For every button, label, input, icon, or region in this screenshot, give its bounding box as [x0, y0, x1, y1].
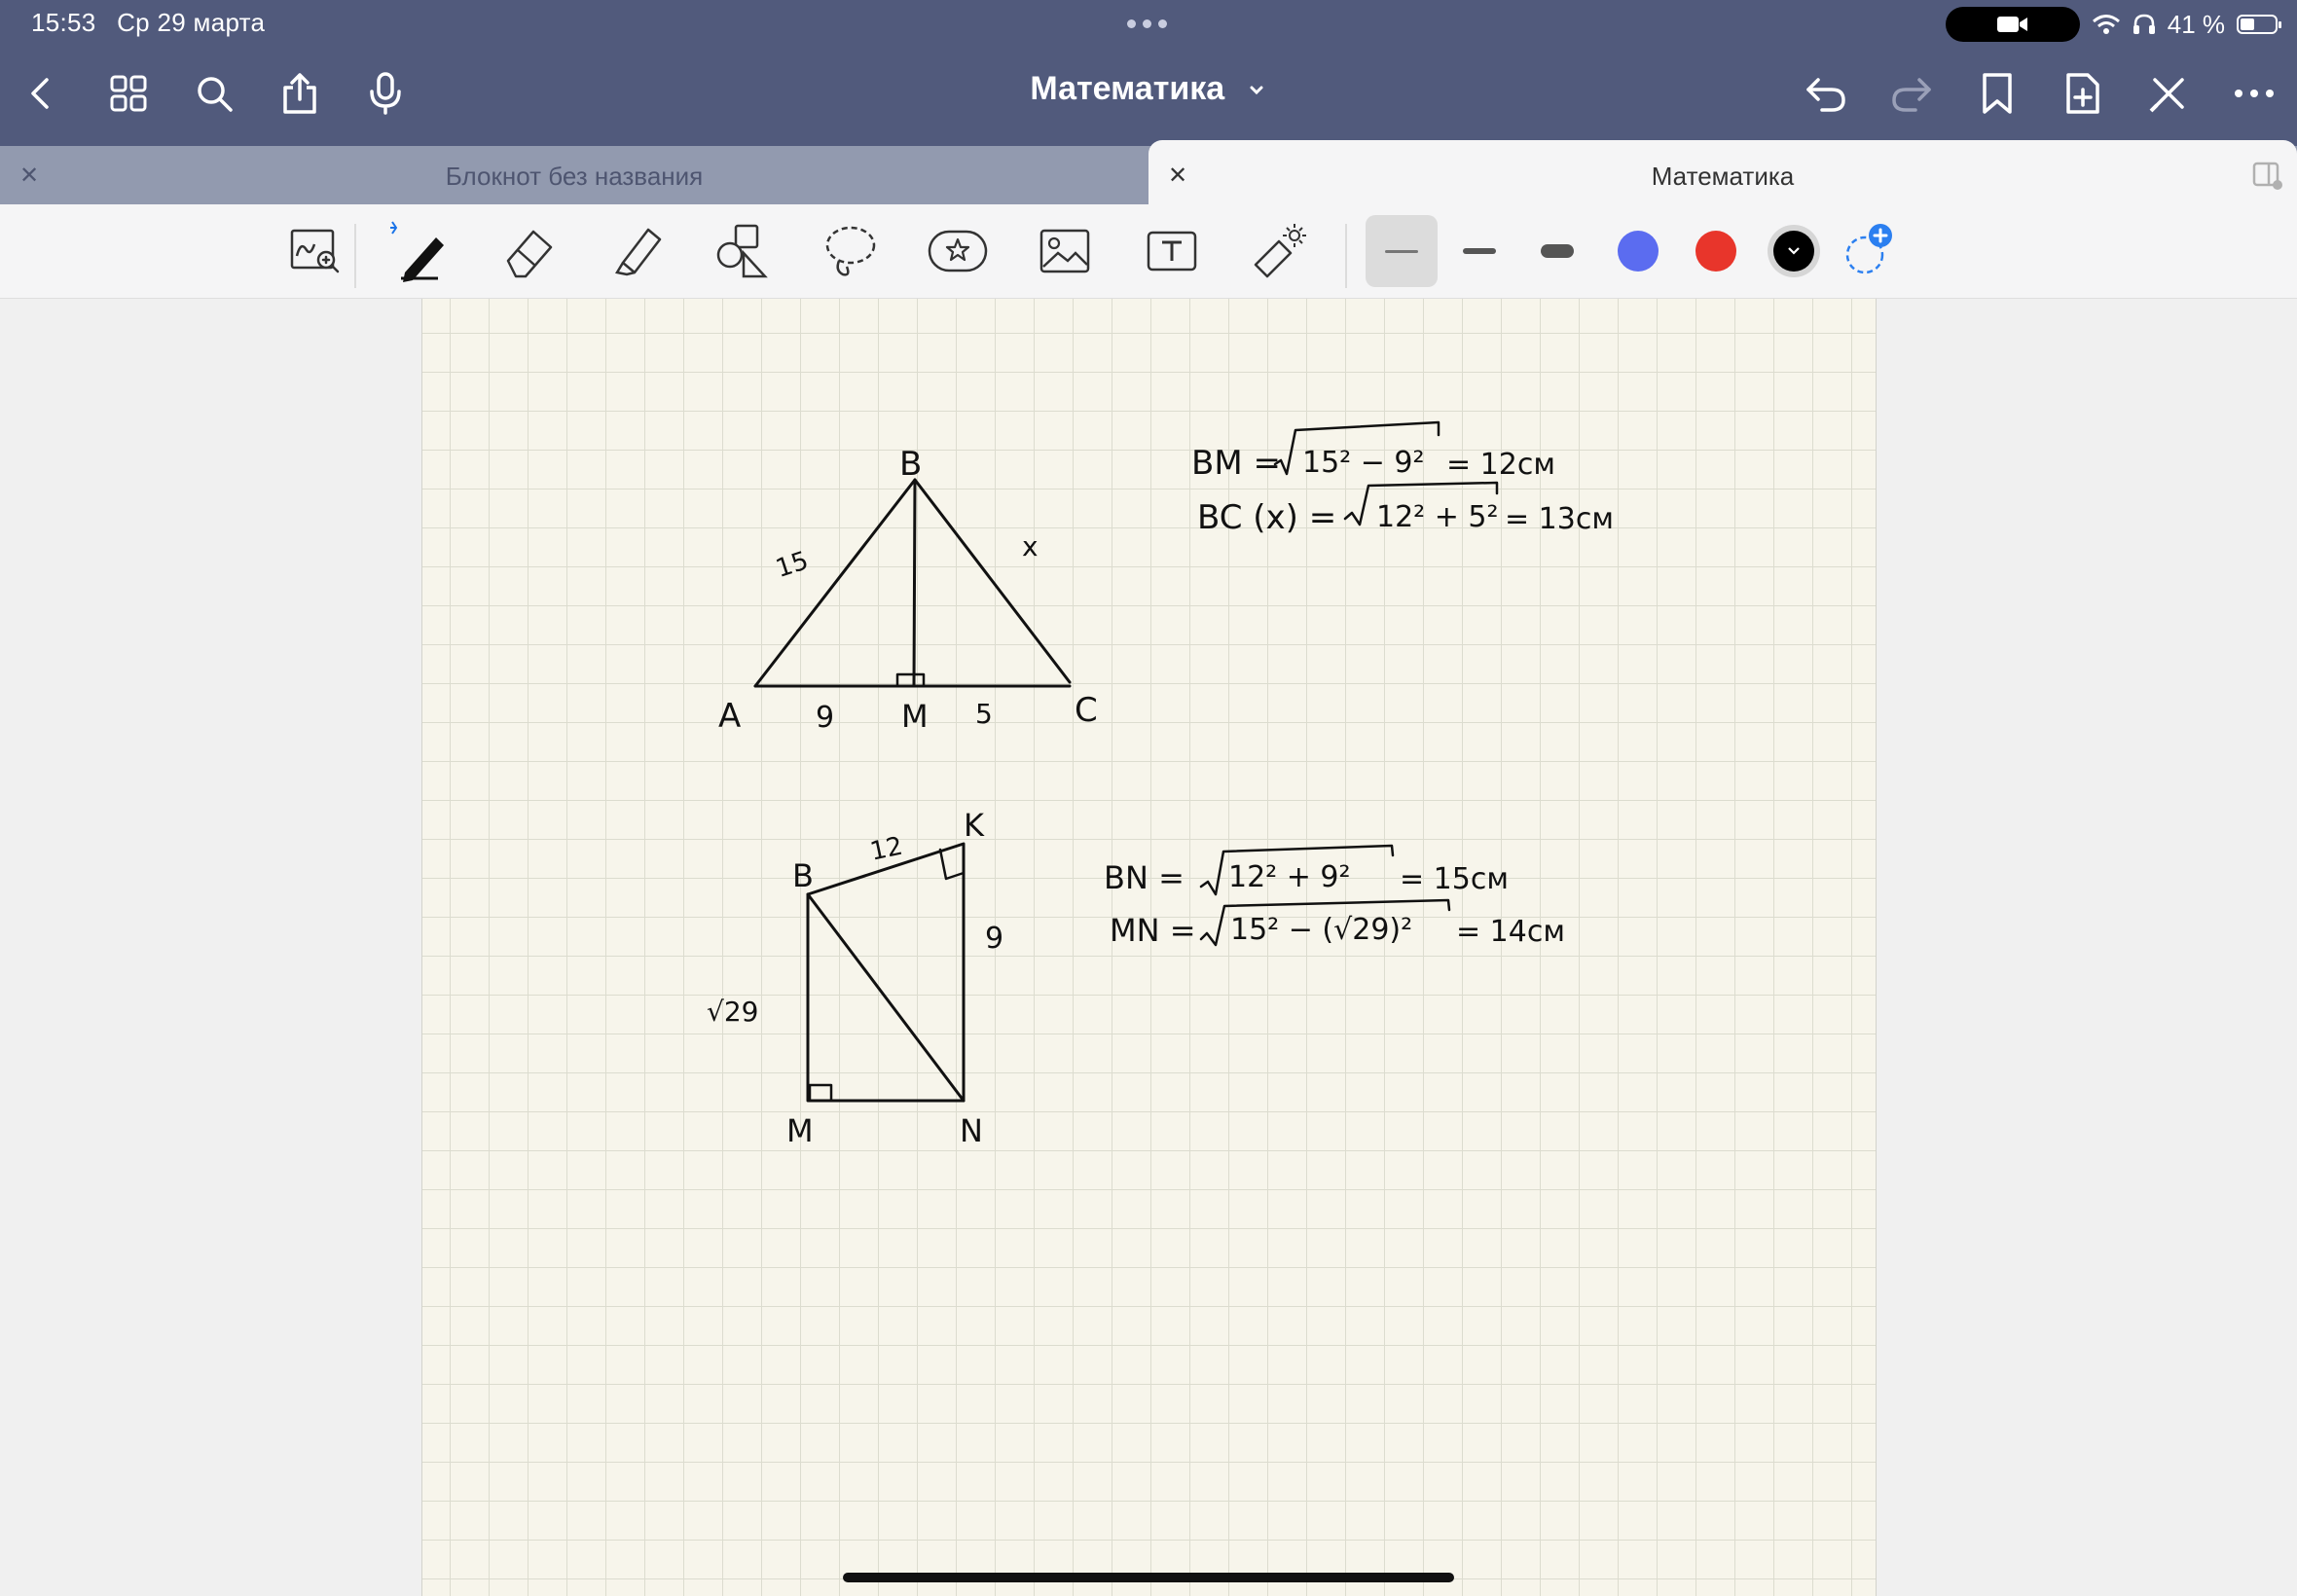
lasso-tool[interactable] [820, 220, 882, 282]
vertex-label-k: K [964, 807, 984, 844]
eraser-icon [500, 222, 559, 280]
tab-untitled-notebook[interactable] [0, 146, 1148, 204]
vertex-label-m: M [901, 698, 929, 735]
sticker-tool[interactable] [927, 220, 989, 282]
redo-icon [1890, 74, 1933, 113]
bookmark-icon [1980, 72, 2015, 115]
shapes-tool[interactable] [712, 220, 775, 282]
eq2-line1-radicand: 12² + 9² [1228, 860, 1351, 894]
add-color-icon [1838, 220, 1900, 282]
document-title-button[interactable] [1030, 70, 1266, 107]
diagonal-bn [808, 894, 964, 1101]
stroke-width-medium[interactable] [1448, 220, 1511, 282]
eq1-line2-lhs: BC (x) = [1197, 498, 1337, 537]
color-swatch-red[interactable] [1685, 220, 1747, 282]
triangle-sides [755, 480, 1070, 686]
side-label-ab: 15 [772, 546, 813, 584]
zoom-box-icon [289, 227, 342, 275]
pen-tool[interactable] [387, 220, 450, 282]
color-blue-icon [1618, 231, 1659, 272]
stroke-thick-icon [1541, 244, 1574, 258]
share-icon [280, 72, 319, 115]
multitasking-dots[interactable] [1127, 19, 1167, 28]
status-date: Ср 29 марта [117, 8, 266, 37]
stroke-width-thick[interactable] [1526, 220, 1588, 282]
back-button[interactable] [16, 68, 66, 119]
eraser-tool[interactable] [498, 220, 561, 282]
tab-label: Математика [1651, 162, 1795, 191]
search-button[interactable] [189, 68, 239, 119]
pen-close-icon [2149, 74, 2188, 113]
vertex-label-b: B [899, 445, 923, 484]
segment-label-am: 9 [816, 701, 835, 735]
color-swatch-blue[interactable] [1607, 220, 1669, 282]
wifi-icon [2092, 14, 2121, 35]
more-icon [2233, 88, 2276, 99]
eq2-line1-rhs: = 15см [1400, 862, 1509, 896]
segment-label-mc: 5 [975, 698, 993, 730]
vertex-label-b2: B [792, 857, 814, 894]
text-icon [1146, 228, 1198, 274]
color-swatch-black-selected[interactable] [1763, 220, 1825, 282]
battery-percent: 41 % [2167, 9, 2225, 39]
right-angle-mark [810, 1085, 831, 1101]
chevron-left-icon [21, 74, 60, 113]
bookmark-button[interactable] [1972, 68, 2023, 119]
microphone-icon [366, 72, 405, 115]
status-bar-left [31, 8, 278, 38]
notebook-page[interactable] [421, 299, 1877, 1596]
share-button[interactable] [274, 68, 325, 119]
more-button[interactable] [2229, 68, 2279, 119]
undo-icon [1805, 74, 1847, 113]
add-page-button[interactable] [2058, 68, 2108, 119]
tab-bar [0, 146, 2297, 204]
side-label-kn: 9 [985, 922, 1004, 956]
vertex-label-c: C [1075, 691, 1098, 730]
quadrilateral [808, 844, 964, 1101]
eq2-line2-rhs: = 14см [1456, 915, 1565, 949]
shapes-icon [714, 222, 773, 280]
home-indicator[interactable] [843, 1573, 1454, 1582]
side-label-bc: x [1022, 530, 1039, 562]
video-camera-icon [1996, 14, 2029, 35]
close-icon[interactable]: ✕ [19, 163, 40, 189]
status-time: 15:53 [31, 8, 96, 37]
add-page-icon [2063, 72, 2102, 115]
zoom-box-tool[interactable] [284, 220, 346, 282]
sticker-icon [928, 227, 988, 275]
eq2-line1-lhs: BN = [1104, 859, 1185, 896]
add-color-button[interactable] [1838, 220, 1900, 282]
tab-mathematics[interactable] [1148, 140, 2297, 204]
lasso-icon [821, 222, 880, 280]
split-view-icon[interactable] [2252, 162, 2283, 191]
text-tool[interactable] [1141, 220, 1203, 282]
highlighter-icon [609, 222, 668, 280]
side-label-bk: 12 [867, 831, 906, 867]
eq1-line1-rhs: = 12см [1446, 448, 1555, 482]
color-black-icon [1773, 231, 1814, 272]
document-title-text: Математика [1030, 70, 1225, 107]
toolbar-divider [1345, 224, 1347, 288]
eq2-line2-lhs: MN = [1110, 912, 1196, 949]
status-bar-right [1946, 7, 2278, 42]
chevron-down-icon [1246, 84, 1267, 97]
headphones-icon [2133, 14, 2156, 35]
side-label-bm: √29 [707, 996, 759, 1028]
laser-tool[interactable] [1248, 220, 1310, 282]
eq1-line2-radicand: 12² + 5² [1376, 500, 1499, 534]
stroke-medium-icon [1463, 248, 1496, 254]
stroke-thin-icon [1385, 250, 1418, 253]
redo-button[interactable] [1886, 68, 1937, 119]
handwritten-notes [422, 299, 1876, 1596]
altitude-bm [914, 480, 915, 686]
vertex-label-a: A [718, 697, 742, 736]
eq1-line2-rhs: = 13см [1505, 502, 1614, 536]
microphone-button[interactable] [360, 68, 411, 119]
camera-indicator [1946, 7, 2080, 42]
color-red-icon [1695, 231, 1736, 272]
drawing-toolbar [0, 204, 2297, 299]
vertex-label-n: N [960, 1112, 983, 1149]
documents-grid-button[interactable] [103, 68, 154, 119]
right-angle-mark [897, 674, 924, 686]
eq2-line2-radicand: 15² − (√29)² [1230, 913, 1413, 947]
eq1-line1-radicand: 15² − 9² [1302, 446, 1425, 480]
document-title [0, 70, 2297, 108]
chevron-down-icon [1787, 246, 1801, 256]
toolbar-divider [354, 224, 356, 288]
pen-icon [389, 220, 448, 282]
selected-ring [1768, 225, 1820, 277]
stroke-width-thin[interactable] [1366, 215, 1438, 287]
close-icon[interactable]: ✕ [1168, 163, 1188, 189]
laser-icon [1250, 222, 1308, 280]
grid-icon [109, 74, 148, 113]
vertex-label-m2: M [786, 1112, 814, 1149]
highlighter-tool[interactable] [607, 220, 670, 282]
close-toolbar-button[interactable] [2143, 68, 2194, 119]
image-icon [1039, 228, 1091, 274]
image-tool[interactable] [1034, 220, 1096, 282]
undo-button[interactable] [1801, 68, 1851, 119]
top-bar [0, 0, 2297, 146]
search-icon [195, 74, 234, 113]
right-angle-mark [940, 850, 964, 879]
eq1-line1-lhs: BM = [1191, 444, 1281, 483]
battery-icon [2237, 15, 2278, 34]
tab-label: Блокнот без названия [445, 162, 704, 191]
